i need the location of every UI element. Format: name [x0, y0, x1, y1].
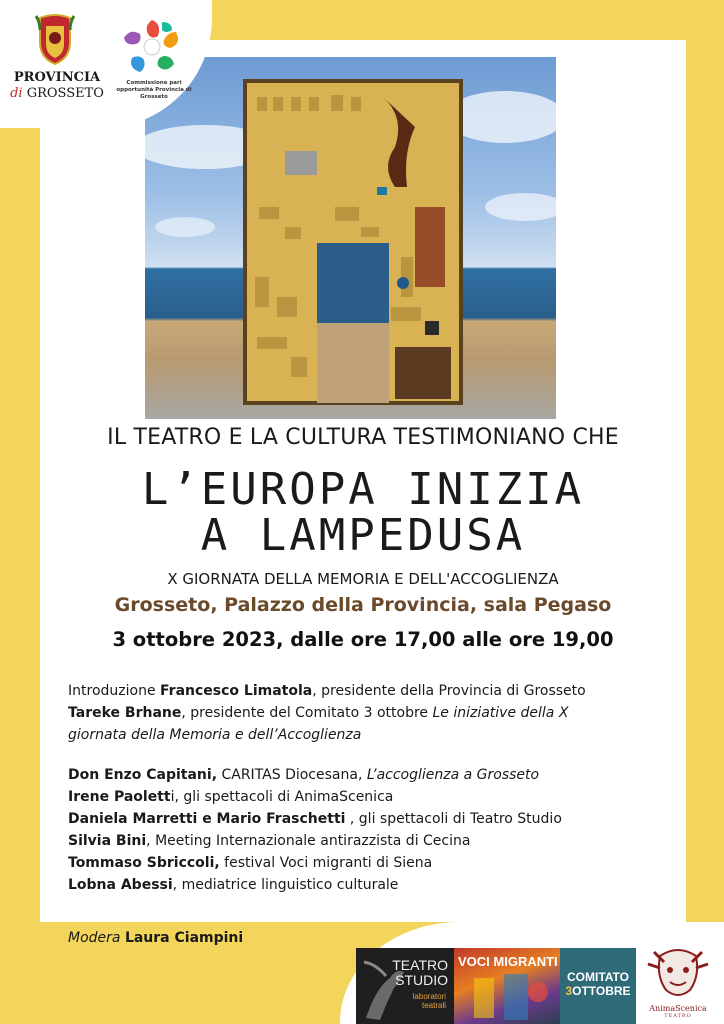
headline-line-1: L’EUROPA INIZIA: [141, 464, 585, 515]
event-datetime: 3 ottobre 2023, dalle ore 17,00 alle ore 19,00: [112, 628, 614, 651]
comitato-3-ottobre-logo: COMITATO 3OTTOBRE: [560, 948, 636, 1024]
province-name: PROVINCIA: [13, 70, 101, 85]
door-of-lampedusa-monument-icon: [145, 57, 556, 419]
province-crest-icon: [34, 12, 76, 66]
commission-text: Commissione pari opportunità Provincia di Grosseto: [116, 80, 192, 100]
headline-line-2: A LAMPEDUSA: [200, 510, 526, 561]
program-tareke: Tareke Brhane, presidente del Comitato 3 ottobre Le iniziative della X: [68, 705, 569, 721]
hero-photo: [145, 57, 556, 419]
event-location: Grosseto, Palazzo della Provincia, sala Pegaso: [114, 594, 612, 616]
province-city: di GROSSETO: [10, 86, 104, 101]
theatre-mask-icon: [640, 946, 716, 1004]
intro-line: IL TEATRO E LA CULTURA TESTIMONIANO CHE: [107, 425, 619, 450]
program-tareke-continued: giornata della Memoria e dell’Accoglienza: [68, 727, 362, 743]
illustration-icon: [454, 948, 560, 1024]
moderator-line: Modera Laura Ciampini: [68, 930, 244, 946]
event-subtitle: X GIORNATA DELLA MEMORIA E DELL'ACCOGLIENZA: [167, 570, 559, 588]
speaker-item: Don Enzo Capitani, CARITAS Diocesana, L’accoglienza a Grosseto: [68, 767, 540, 783]
speaker-item: Silvia Bini, Meeting Internazionale antirazzista di Cecina: [68, 833, 471, 849]
animascenica-logo: AnimaScenica TEATRO: [640, 946, 716, 1020]
teatro-studio-logo: TEATRO STUDIO laboratori teatrali: [356, 948, 454, 1024]
speaker-item: Daniela Marretti e Mario Fraschetti , gli spettacoli di Teatro Studio: [68, 811, 562, 827]
speaker-item: Lobna Abessi, mediatrice linguistico culturale: [68, 877, 399, 893]
commission-logo-icon: [118, 16, 186, 78]
voci-migranti-logo: VOCI MIGRANTI: [454, 948, 560, 1024]
speaker-item: Tommaso Sbriccoli, festival Voci migranti di Siena: [68, 855, 433, 871]
program-intro: Introduzione Francesco Limatola, presidente della Provincia di Grosseto: [68, 683, 586, 699]
program-list: [68, 680, 668, 896]
speaker-item: Irene Paoletti, gli spettacoli di AnimaScenica: [68, 789, 394, 805]
